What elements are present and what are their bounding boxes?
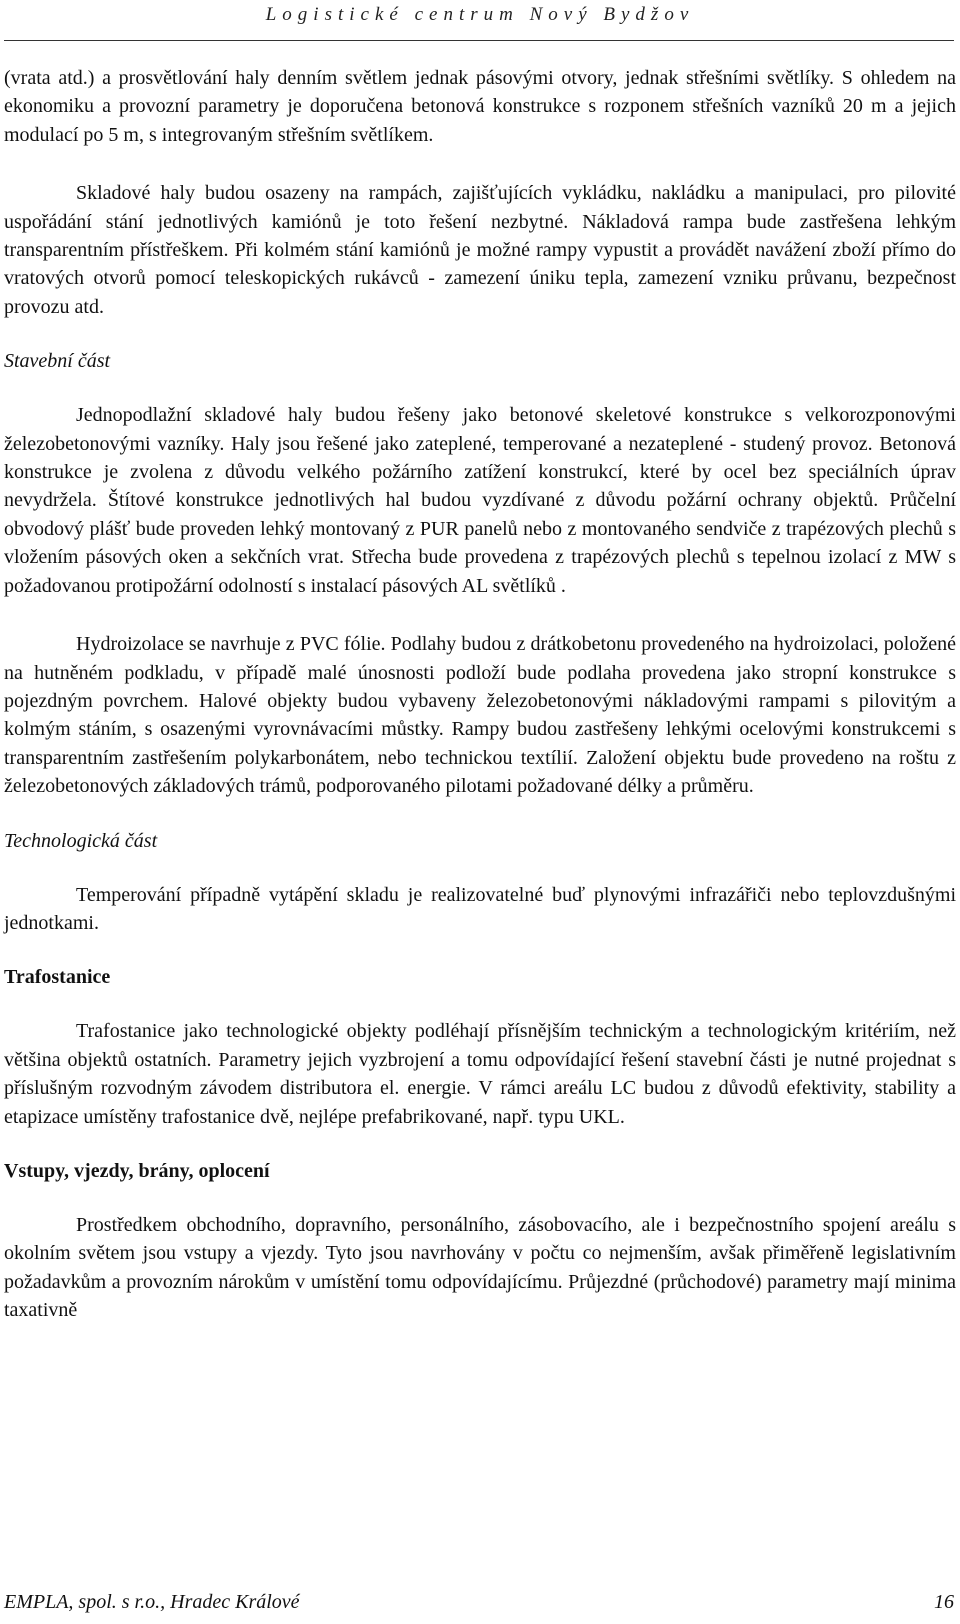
document-body bbox=[4, 64, 956, 1325]
heading-stavebni-cast: Stavební část bbox=[4, 350, 111, 373]
paragraph-temperovani: Temperování případně vytápění skladu je realizovatelné buď plynovými infrazářiči nebo teplovzdušnými jednotkami. bbox=[4, 883, 956, 934]
running-header: Logistické centrum Nový Bydžov bbox=[265, 4, 695, 25]
paragraph-trafostanice: Trafostanice jako technologické objekty podléhají přísnějším technickým a technologickým kritériím, než většina objektů ostatních. Parametry jejich vyzbrojení a tomu odpovídající řešení stavební části je nutné projednat s příslušným rozvodným závodem distributora el. energie. V rámci areálu LC budou z důvodů efektivity, stability a etapizace umístěny trafostanice dvě, nejlépe prefabrikované, např. typu UKL. bbox=[4, 1020, 956, 1128]
paragraph-hydroizolace: Hydroizolace se navrhuje z PVC fólie. Podlahy budou z drátkobetonu provedeného na hydroizolaci, položené na hutněném podkladu, v případě malé únosnosti podloží bude podlaha provedena jako stropní konstrukce s pojezdným povrchem. Halové objekty budou vybaveny železobetonovými nákladovými rampami s pilovitým a kolmým stáním, s osazenými vyrovnávacími můstky. Rampy budou zastřešeny lehkými ocelovými konstrukcemi s transparentním zastřešením polykarbonátem, nebo technickou textílií. Založení objektu bude provedeno na roštu z železobetonových základových trámů, podporovaného pilotami požadované délky a průměru. bbox=[4, 633, 956, 798]
page-number: 16 bbox=[934, 1591, 954, 1613]
paragraph-stavebni-cast: Jednopodlažní skladové haly budou řešeny jako betonové skeletové konstrukce s velkorozponovými železobetonovými vazníky. Haly jsou řešené jako zateplené, temperované a nezateplené - studený provoz. Betonová konstrukce je zvolena z důvodu velkého požárního zatížení konstrukcí, které by ocel bez speciálních úprav nevydržela. Štítové konstrukce jednotlivých hal budou vyzdívané z důvodu požární ochrany objektů. Průčelní obvodový plášť bude proveden lehký montovaný z PUR panelů nebo z montovaného sendviče z trapézových plechů s vložením pásových oken a sekčních vrat. Střecha bude provedena z trapézových plechů s tepelnou izolací z MW s požadovanou protipožární odolností s instalací pásových AL světlíků . bbox=[4, 404, 956, 597]
footer-company: EMPLA, spol. s r.o., Hradec Králové bbox=[4, 1591, 300, 1613]
heading-trafostanice: Trafostanice bbox=[4, 966, 111, 989]
paragraph-continuation: (vrata atd.) a prosvětlování haly denním světlem jednak pásovými otvory, jednak střešními světlíky. S ohledem na ekonomiku a provozní parametry je doporučena betonová konstrukce s rozponem střešních vazníků 20 m a jejich modulací po 5 m, s integrovaným střešním světlíkem. bbox=[4, 67, 956, 146]
heading-vstupy: Vstupy, vjezdy, brány, oplocení bbox=[4, 1159, 270, 1182]
heading-technologicka-cast: Technologická část bbox=[4, 829, 158, 852]
header-divider bbox=[4, 40, 954, 41]
paragraph-vstupy: Prostředkem obchodního, dopravního, personálního, zásobovacího, ale i bezpečnostního spojení areálu s okolním světem jsou vstupy a vjezdy. Tyto jsou navrhovány v počtu co nejmenším, avšak přiměřeně legislativním požadavkům a provozním nárokům v umístění tomu odpovídajícímu. Průjezdné (průchodové) parametry mají minima taxativně bbox=[4, 1213, 956, 1322]
paragraph-skladove-haly: Skladové haly budou osazeny na rampách, zajišťujících vykládku, nakládku a manipulaci, pro pilovité uspořádání stání jednotlivých kamiónů je toto řešení nezbytné. Nákladová rampa bude zastřešena lehkým transparentním přístřeškem. Při kolmém stání kamiónů je možné rampy vypustit a provádět navážení zboží přímo do vratových otvorů pomocí teleskopických rukávců - zamezení úniku tepla, zamezení vzniku průvanu, bezpečnost provozu atd. bbox=[4, 182, 956, 318]
